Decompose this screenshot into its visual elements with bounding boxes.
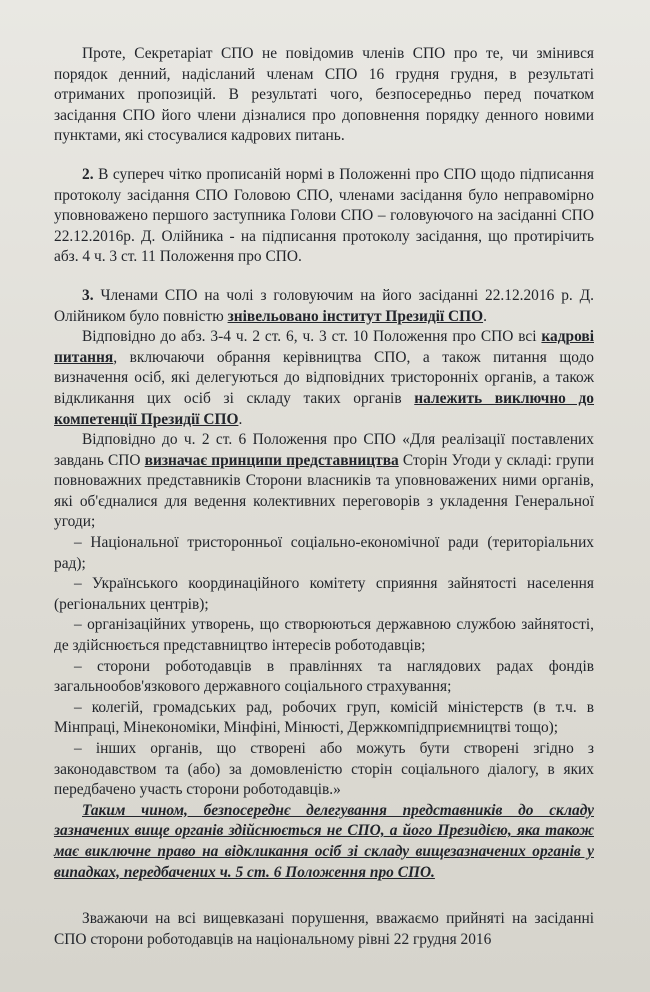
competence-text-b: , включаючи обрання керівництва СПО, а також питання щодо визначення осіб, які делегуються до відповідних тристоронніх органів, а також відкликання цих осіб зі складу таких органів (54, 348, 594, 407)
representation-text-b: Сторін Угоди у складі: групи повноважних представників Сторони власників та уповноважених ними органів, які об'єдналися для ведення колективних переговорів з укладення Генеральної угоди; (54, 451, 595, 531)
paragraph-point-3 (54, 286, 594, 327)
point-3-end: . (483, 307, 487, 325)
point-3-text: Членами СПО на чолі з головуючим на його засіданні 22.12.2016 р. Д. Олійником було повністю (54, 286, 594, 325)
list-item: – Національної тристоронньої соціально-економічної ради (територіальних рад); (54, 534, 594, 572)
point-3-emphasis: знівельовано інститут Президії СПО (227, 307, 484, 325)
paragraph-competence (54, 327, 594, 430)
paragraph-representation (54, 430, 594, 533)
representation-text-a: Відповідно до ч. 2 ст. 6 Положення про СПО «Для реалізації поставлених завдань СПО (54, 431, 594, 469)
point-2-text: В супереч чітко прописаній нормі в Положенні про СПО щодо підписання протоколу засідання СПО Головою СПО, членами засідання було неправомірно уповноважено першого заступника Голови СПО – головуючого на засіданні СПО 22.12.2016р. Д. Олійника - на підписання протоколу засідання, що протирічить абз. 4 ч. 3 ст. 11 Положення про СПО. (54, 165, 594, 266)
list-item: – організаційних утворень, що створюються державною службою зайнятості, де здійснюється представництво інтересів роботодавців; (54, 616, 594, 655)
competence-text-a: Відповідно до абз. 3-4 ч. 2 ст. 6, ч. 3 ст. 10 Положення про СПО всі (82, 328, 542, 346)
list-item: – інших органів, що створені або можуть бути створені згідно з законодавством та (або) за домовленістю сторін соціального діалогу, в яких передбачено участь сторони роботодавців.» (54, 740, 594, 799)
representation-emphasis: визначає принципи представництва (144, 451, 399, 469)
paragraph-point-2 (54, 165, 594, 268)
list-item: – колегій, громадських рад, робочих груп, комісій міністерств (в т.ч. в Мінпраці, Мінекономіки, Мінфіні, Мінюсті, Держкомпідприємництві тощо); (54, 698, 594, 737)
point-3-number: 3. (82, 286, 94, 304)
list-item: – сторони роботодавців в правліннях та наглядових радах фондів загальнообов'язкового державного соціального страхування; (54, 657, 594, 696)
competence-text-c: . (238, 410, 243, 428)
competence-emphasis-1: кадрові питання (54, 328, 594, 366)
point-2-number: 2. (82, 165, 94, 183)
paragraph-conclusion: Таким чином, безпосереднє делегування представників до складу зазначених вище органів здійснюється не СПО, а його Президією, яка також має виключне право на відкликання осіб зі складу вищезазначених органів у випадках, передбачених ч. 5 ст. 6 Положення про СПО. (54, 801, 594, 881)
paragraph-final: Зважаючи на всі вищевказані порушення, вважаємо прийняті на засіданні СПО сторони роботодавців на національному рівні 22 грудня 2016 (54, 910, 594, 948)
list-item: – Українського координаційного комітету сприяння зайнятості населення (регіональних центрів); (54, 575, 594, 613)
competence-emphasis-2: належить виключно до компетенції Президії СПО (54, 389, 595, 428)
document-body (54, 44, 594, 950)
paragraph-intro: Проте, Секретаріат СПО не повідомив членів СПО про те, чи змінився порядок денний, надісланий членам СПО 16 грудня грудня, в результаті отриманих пропозицій. В результаті чого, безпосередньо перед початком засідання СПО його члени дізналися про доповнення порядку денного новими пунктами, які стосувалися кадрових питань. (54, 45, 594, 145)
